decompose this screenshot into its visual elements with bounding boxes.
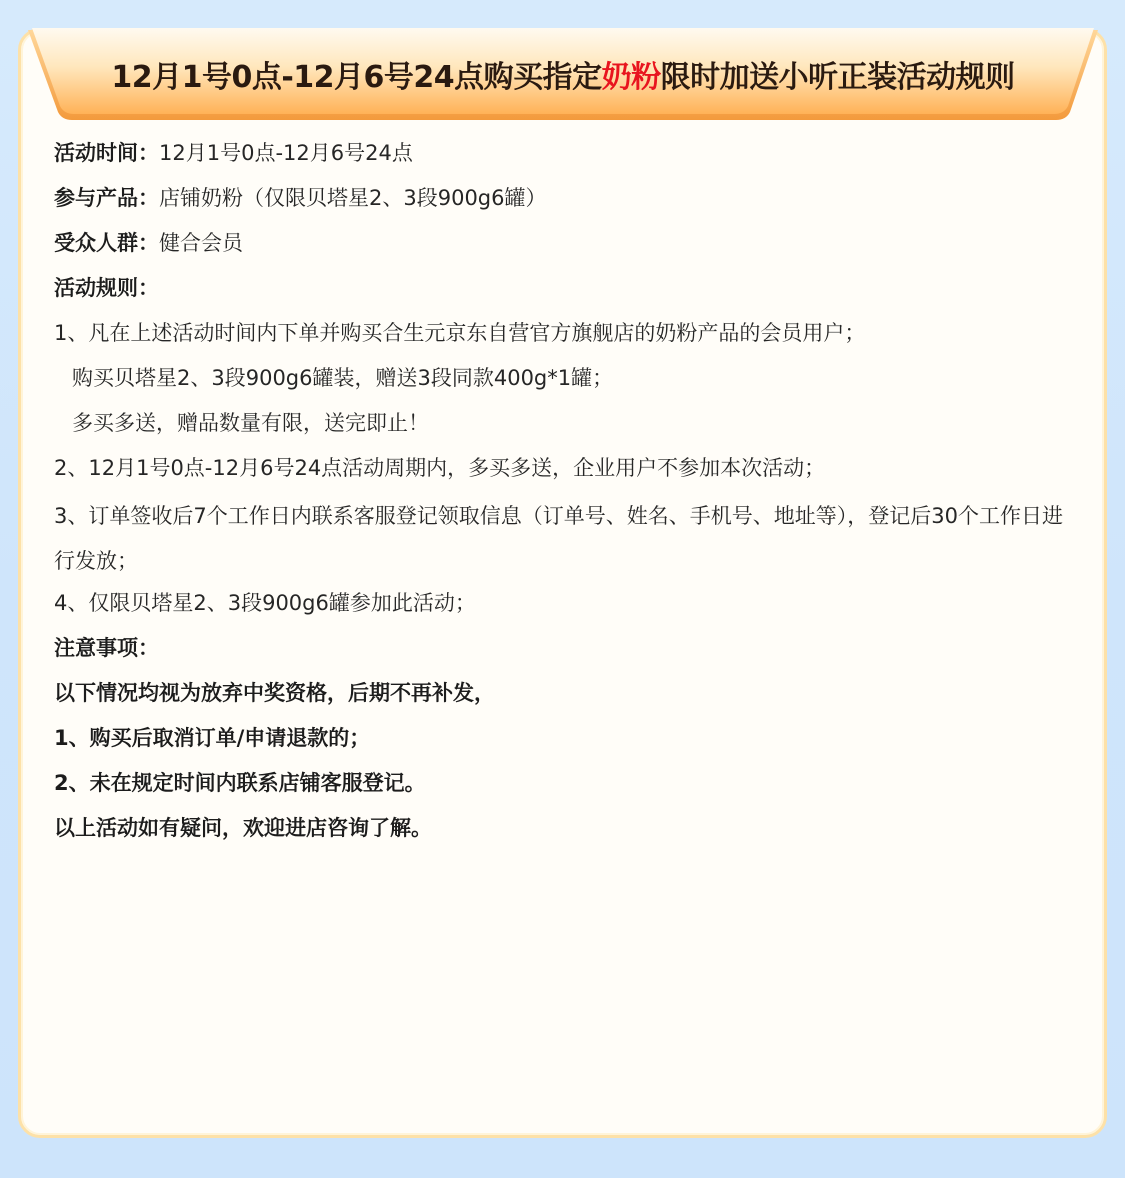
- rule-item-4: 4、仅限贝塔星2、3段900g6罐参加此活动；: [54, 591, 476, 615]
- rule-item-3: 3、订单签收后7个工作日内联系客服登记领取信息（订单号、姓名、手机号、地址等），登记后30个工作日进行发放；: [54, 504, 1063, 573]
- notes-heading: 注意事项：: [54, 636, 159, 660]
- product-row: [54, 179, 1074, 224]
- activity-time-value: 12月1号0点-12月6号24点: [159, 141, 413, 165]
- activity-time-row: [54, 134, 1074, 179]
- audience-row: [54, 224, 1074, 269]
- audience-label: 受众人群：: [54, 231, 159, 255]
- rule-item-1-sub-1: 购买贝塔星2、3段900g6罐装，赠送3段同款400g*1罐；: [72, 366, 614, 390]
- title-highlight: 奶粉: [601, 60, 661, 95]
- closing-text: 以上活动如有疑问，欢迎进店咨询了解。: [54, 816, 432, 840]
- rules-content: [54, 134, 1074, 854]
- note-item-1: 1、购买后取消订单/申请退款的；: [54, 726, 371, 750]
- product-label: 参与产品：: [54, 186, 159, 210]
- rule-item-1: 1、凡在上述活动时间内下单并购买合生元京东自营官方旗舰店的奶粉产品的会员用户；: [54, 321, 866, 345]
- rule-item-2: 2、12月1号0点-12月6号24点活动周期内，多买多送，企业用户不参加本次活动；: [54, 456, 826, 480]
- product-value: 店铺奶粉（仅限贝塔星2、3段900g6罐）: [159, 186, 547, 210]
- activity-time-label: 活动时间：: [54, 141, 159, 165]
- rules-heading: 活动规则：: [54, 276, 159, 300]
- note-item-2: 2、未在规定时间内联系店铺客服登记。: [54, 771, 426, 795]
- audience-value: 健合会员: [159, 231, 243, 255]
- title-prefix: 12月1号0点-12月6号24点购买指定: [111, 60, 602, 95]
- page-title: [28, 52, 1098, 96]
- rule-item-1-sub-2: 多买多送，赠品数量有限，送完即止！: [72, 411, 429, 435]
- title-banner: [28, 26, 1098, 122]
- notes-intro: 以下情况均视为放弃中奖资格，后期不再补发，: [54, 681, 495, 705]
- title-suffix: 限时加送小听正装活动规则: [660, 60, 1015, 95]
